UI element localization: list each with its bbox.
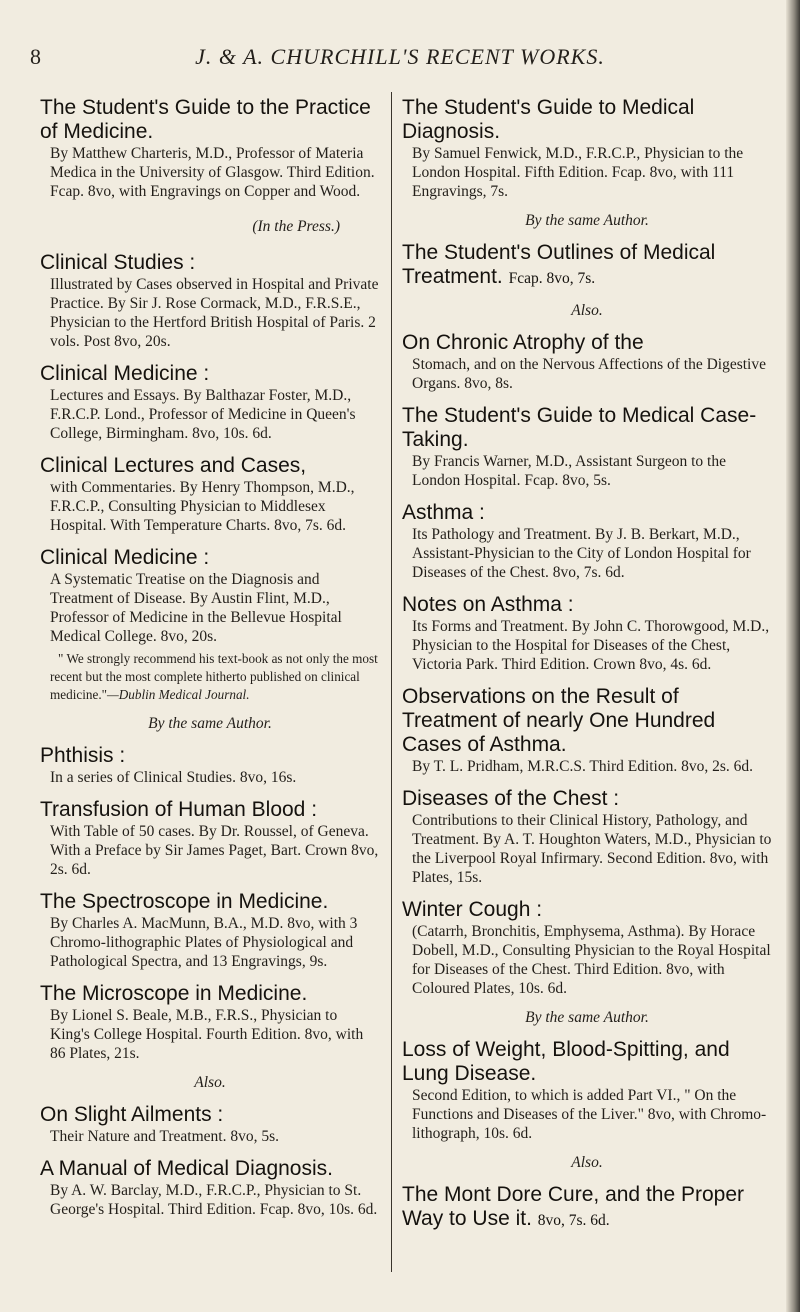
book-title: The Microscope in Medicine. xyxy=(40,982,308,1005)
book-description: By Lionel S. Beale, M.B., F.R.S., Physician to King's College Hospital. Fourth Edition. 8vo, with 86 Plates, 21s. xyxy=(50,1007,364,1062)
book-title xyxy=(402,241,772,291)
book-entry xyxy=(40,251,380,351)
book-title xyxy=(402,1183,772,1233)
book-description: By Francis Warner, M.D., Assistant Surgeon to the London Hospital. Fcap. 8vo, 5s. xyxy=(412,453,726,489)
book-entry xyxy=(402,787,772,887)
book-description: Fcap. 8vo, 7s. xyxy=(508,270,596,287)
book-entry xyxy=(40,798,380,879)
book-title: Winter Cough : xyxy=(402,898,543,921)
same-author-note: By the same Author. xyxy=(148,715,272,732)
book-entry xyxy=(40,1157,380,1219)
book-title: The Spectroscope in Medicine. xyxy=(40,890,329,913)
column-divider xyxy=(391,92,392,1272)
book-title: Phthisis : xyxy=(40,744,126,767)
book-entry xyxy=(40,744,380,787)
book-description: By Matthew Charteris, M.D., Professor of Materia Medica in the University of Glasgow. Third Edition. Fcap. 8vo, with Engravings on Copper and Wood. xyxy=(50,145,375,200)
book-description: Stomach, and on the Nervous Affections of the Digestive Organs. 8vo, 8s. xyxy=(412,356,766,392)
book-description: Illustrated by Cases observed in Hospital and Private Practice. By Sir J. Rose Cormack, M.D., F.R.S.E., Physician to the Hertford British Hospital of Paris. 2 vols. Post 8vo, 20s. xyxy=(50,276,379,350)
book-title: Observations on the Result of Treatment of nearly One Hundred Cases of Asthma. xyxy=(402,685,716,756)
book-description: 8vo, 7s. 6d. xyxy=(537,1212,610,1229)
book-entry xyxy=(40,454,380,535)
book-title: A Manual of Medical Diagnosis. xyxy=(40,1157,333,1180)
right-column xyxy=(402,96,772,1244)
book-entry xyxy=(402,898,772,1027)
book-title: Transfusion of Human Blood : xyxy=(40,798,318,821)
also-note: Also. xyxy=(571,302,603,319)
page-edge-shadow xyxy=(786,0,800,1312)
left-column xyxy=(40,96,380,1230)
book-entry xyxy=(402,501,772,582)
book-description: Second Edition, to which is added Part VI., " On the Functions and Diseases of the Liver." 8vo, with Chromo-lithograph, 10s. 6d. xyxy=(412,1087,767,1142)
book-entry xyxy=(402,241,772,320)
book-description: Contributions to their Clinical History, Pathology, and Treatment. By A. T. Houghton Waters, M.D., Physician to the Liverpool Royal Infirmary. Second Edition. 8vo, with Plates, 15s. xyxy=(412,812,772,886)
book-description: By T. L. Pridham, M.R.C.S. Third Edition. 8vo, 2s. 6d. xyxy=(412,758,754,775)
quote-text: " We strongly recommend his text-book as not only the most recent but the most complete hitherto published on clinical medicine." xyxy=(50,651,378,702)
book-entry xyxy=(402,685,772,776)
book-description: A Systematic Treatise on the Diagnosis and Treatment of Disease. By Austin Flint, M.D., Professor of Medicine in the Bellevue Hospital Medical College. 8vo, 20s. xyxy=(50,571,342,645)
book-entry xyxy=(40,1103,380,1146)
book-title: Diseases of the Chest : xyxy=(402,787,620,810)
same-author-note: By the same Author. xyxy=(525,1009,649,1026)
book-description: By Samuel Fenwick, M.D., F.R.C.P., Physician to the London Hospital. Fifth Edition. Fcap. 8vo, with 111 Engravings, 7s. xyxy=(412,145,744,200)
also-note: Also. xyxy=(194,1074,226,1091)
page-number: 8 xyxy=(30,44,41,69)
book-title-text: The Mont Dore Cure, and the Proper Way to Use it. xyxy=(402,1183,745,1230)
book-description: with Commentaries. By Henry Thompson, M.D., F.R.C.P., Consulting Physician to Middlesex Hospital. With Temperature Charts. 8vo, 7s. 6d. xyxy=(50,479,355,534)
book-title: Clinical Medicine : xyxy=(40,362,210,385)
book-description: In a series of Clinical Studies. 8vo, 16s. xyxy=(50,769,297,786)
book-description: By Charles A. MacMunn, B.A., M.D. 8vo, with 3 Chromo-lithographic Plates of Physiological and Pathological Spectra, and 13 Engravings, 9s. xyxy=(50,915,358,970)
book-entry xyxy=(40,546,380,733)
book-description: By A. W. Barclay, M.D., F.R.C.P., Physician to St. George's Hospital. Third Edition. Fcap. 8vo, 10s. 6d. xyxy=(50,1182,378,1218)
book-title: On Slight Ailments : xyxy=(40,1103,224,1126)
quote-source: —Dublin Medical Journal. xyxy=(107,687,250,702)
book-title-text: The Student's Outlines of Medical Treatment. xyxy=(402,241,716,288)
running-title: J. & A. CHURCHILL'S RECENT WORKS. xyxy=(195,44,605,69)
book-title: On Chronic Atrophy of the xyxy=(402,331,644,354)
same-author-note: By the same Author. xyxy=(525,212,649,229)
also-note: Also. xyxy=(571,1154,603,1171)
book-entry xyxy=(40,96,380,236)
book-title: Asthma : xyxy=(402,501,485,524)
book-entry xyxy=(40,362,380,443)
book-entry xyxy=(40,982,380,1092)
book-entry xyxy=(402,404,772,490)
book-entry xyxy=(402,593,772,674)
book-entry xyxy=(402,1183,772,1233)
book-title: The Student's Guide to Medical Diagnosis. xyxy=(402,96,695,143)
book-entry xyxy=(40,890,380,971)
book-title: The Student's Guide to the Practice of Medicine. xyxy=(40,96,371,143)
review-quote xyxy=(50,650,380,704)
book-description: (Catarrh, Bronchitis, Emphysema, Asthma). By Horace Dobell, M.D., Consulting Physician to the Royal Hospital for Diseases of the Chest. Third Edition. 8vo, with Coloured Plates, 10s. 6d. xyxy=(412,923,771,997)
book-title: The Student's Guide to Medical Case-Taking. xyxy=(402,404,757,451)
book-entry xyxy=(402,1038,772,1172)
book-description: Its Forms and Treatment. By John C. Thorowgood, M.D., Physician to the Hospital for Diseases of the Chest, Victoria Park. Third Edition. Crown 8vo, 4s. 6d. xyxy=(412,618,770,673)
book-title: Clinical Lectures and Cases, xyxy=(40,454,307,477)
book-title: Loss of Weight, Blood-Spitting, and Lung Disease. xyxy=(402,1038,730,1085)
book-title: Clinical Studies : xyxy=(40,251,196,274)
book-description: Their Nature and Treatment. 8vo, 5s. xyxy=(50,1128,280,1145)
book-description: Lectures and Essays. By Balthazar Foster, M.D., F.R.C.P. Lond., Professor of Medicine in Queen's College, Birmingham. 8vo, 10s. 6d. xyxy=(50,387,356,442)
page-header xyxy=(30,44,770,74)
book-entry xyxy=(402,331,772,393)
press-note: (In the Press.) xyxy=(252,217,340,235)
book-entry xyxy=(402,96,772,230)
book-title: Notes on Asthma : xyxy=(402,593,574,616)
book-description: Its Pathology and Treatment. By J. B. Berkart, M.D., Assistant-Physician to the City of London Hospital for Diseases of the Chest. 8vo, 7s. 6d. xyxy=(412,526,751,581)
book-description: With Table of 50 cases. By Dr. Roussel, of Geneva. With a Preface by Sir James Paget, Bart. Crown 8vo, 2s. 6d. xyxy=(50,823,379,878)
book-title: Clinical Medicine : xyxy=(40,546,210,569)
